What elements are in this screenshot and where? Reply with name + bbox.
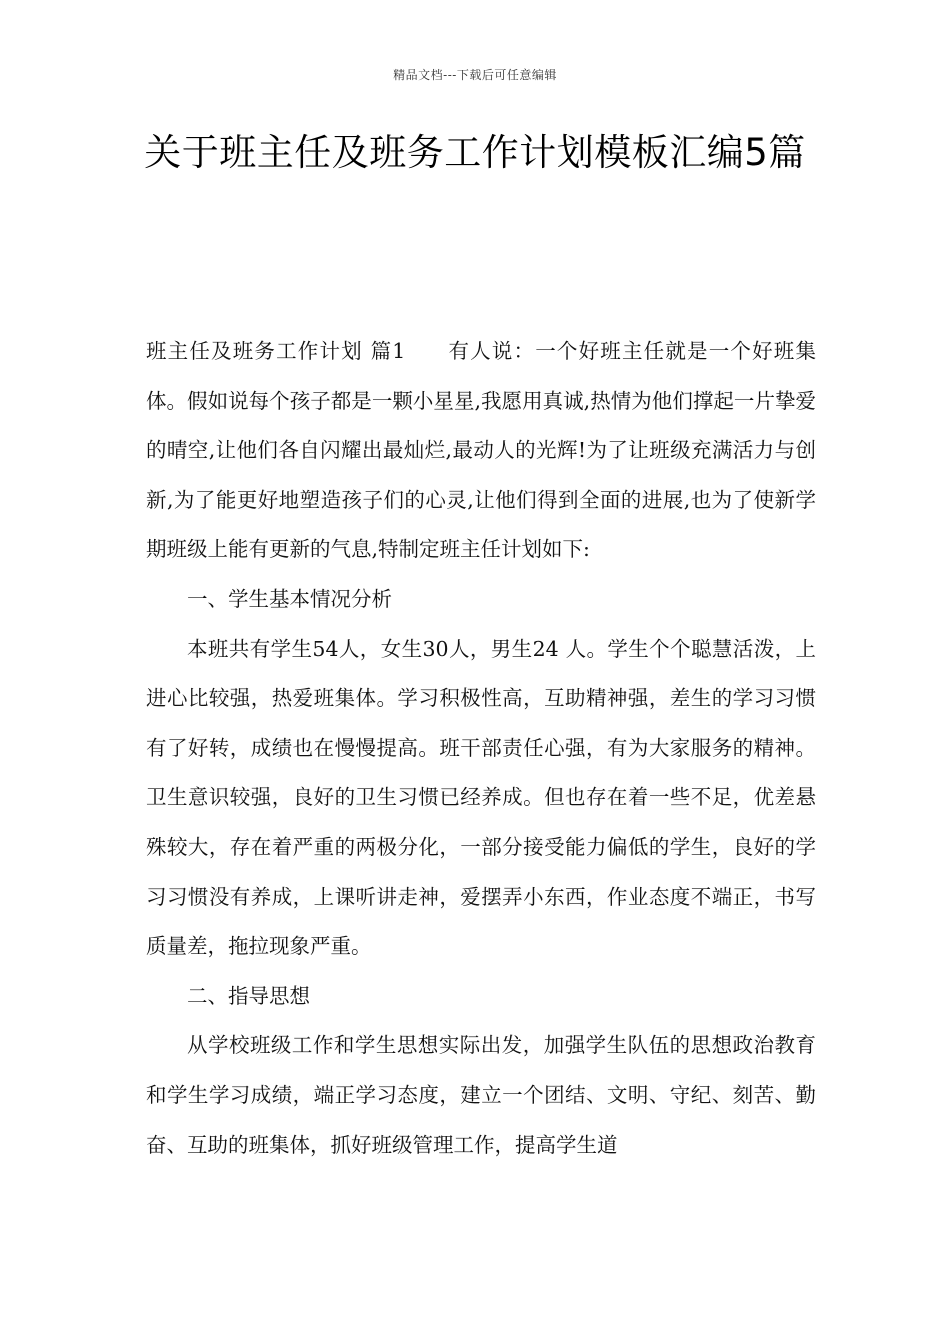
section-paragraph-1: 本班共有学生54人，女生30人，男生24 人。学生个个聪慧活泼，上进心比较强，热爱班集体。学习积极性高，互助精神强，差生的学习习惯有了好转，成绩也在慢慢提高。班干部责任心强，有为大家服务的精神。卫生意识较强，良好的卫生习惯已经养成。但也存在着一些不足，优差悬殊较大，存在着严重的两极分化，一部分接受能力偏低的学生，良好的学习习惯没有养成，上课听讲走神，爱摆弄小东西，作业态度不端正，书写质量差，拖拉现象严重。 [146,636,816,959]
section-heading-1: 一、学生基本情况分析 [187,586,392,611]
section-heading-2: 二、指导思想 [187,983,310,1008]
header-note: 精品文档---下载后可任意编辑 [393,68,557,82]
intro-text: 有人说：一个好班主任就是一个好班集体。假如说每个孩子都是一颗小星星,我愿用真诚,热情为他们撑起一片挚爱的晴空,让他们各自闪耀出最灿烂,最动人的光辉!为了让班级充满活力与创新,为了能更好地塑造孩子们的心灵,让他们得到全面的进展,也为了使新学期班级上能有更新的气息,特制定班主任计划如下: [146,339,816,562]
section-paragraph-2: 从学校班级工作和学生思想实际出发，加强学生队伍的思想政治教育和学生学习成绩，端正学习态度，建立一个团结、文明、守纪、刻苦、勤奋、互助的班集体，抓好班级管理工作，提高学生道 [146,1033,816,1157]
document-title: 关于班主任及班务工作计划模板汇编5篇 [144,131,806,174]
document-body [146,327,816,1170]
intro-label: 班主任及班务工作计划 篇1 [146,339,406,363]
intro-paragraph [146,327,816,575]
